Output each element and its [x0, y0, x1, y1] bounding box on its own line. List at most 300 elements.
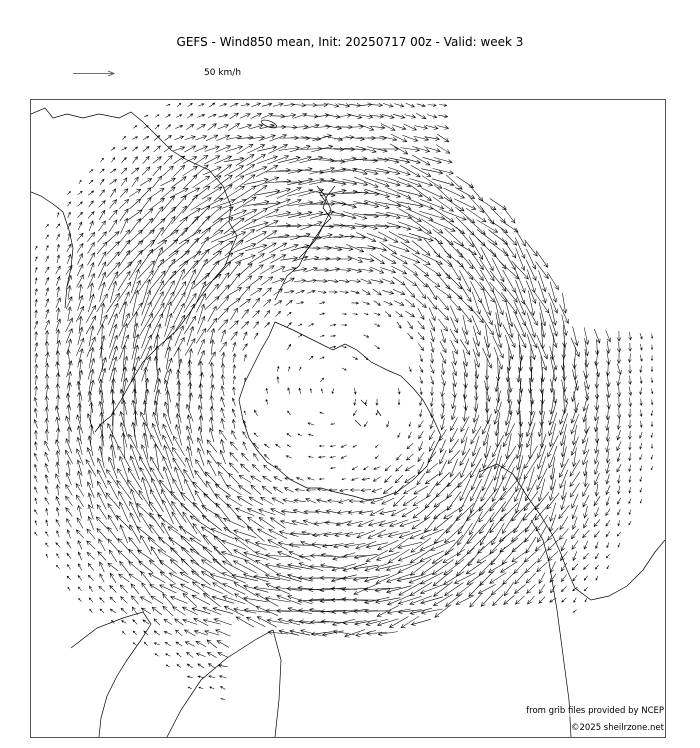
wind-arrow: [584, 541, 588, 549]
wind-arrow: [288, 411, 291, 415]
wind-arrow: [320, 357, 325, 359]
wind-arrow: [640, 421, 642, 428]
wind-arrow: [629, 420, 632, 428]
wind-arrow: [583, 530, 590, 538]
wind-arrow: [494, 445, 502, 469]
wind-arrow: [151, 314, 162, 337]
wind-arrow: [206, 284, 219, 300]
wind-arrow: [182, 607, 197, 615]
wind-arrow: [354, 388, 356, 394]
wind-arrow: [372, 103, 383, 107]
wind-arrow: [309, 434, 314, 436]
wind-arrow: [606, 429, 610, 442]
wind-arrow: [427, 115, 437, 119]
wind-arrow: [88, 563, 93, 570]
wind-arrow: [175, 125, 182, 128]
wind-arrow: [395, 475, 403, 483]
wind-arrow: [400, 165, 420, 177]
wind-arrow: [308, 423, 314, 425]
wind-arrow: [406, 103, 415, 107]
wind-arrow: [368, 530, 386, 539]
wind-arrow: [399, 583, 421, 595]
wind-arrow: [151, 596, 163, 604]
wind-arrow: [174, 303, 184, 324]
wind-arrow: [99, 446, 105, 468]
wind-arrow: [441, 375, 445, 386]
wind-arrow: [629, 487, 631, 493]
wind-arrow: [549, 293, 558, 313]
wind-arrow: [640, 344, 642, 350]
wind-arrow: [253, 322, 258, 329]
wind-arrow: [501, 229, 516, 246]
wind-arrow: [473, 349, 480, 368]
wind-arrow: [640, 443, 642, 449]
wind-arrow: [466, 503, 485, 520]
wind-arrow: [651, 455, 653, 459]
wind-arrow: [107, 293, 120, 312]
wind-arrow: [317, 499, 328, 503]
wind-arrow: [345, 543, 366, 548]
wind-arrow: [257, 146, 276, 152]
wind-arrow: [243, 432, 247, 439]
wind-arrow: [413, 506, 429, 518]
wind-arrow: [238, 276, 252, 287]
wind-arrow: [88, 212, 94, 219]
wind-arrow: [79, 180, 81, 184]
wind-arrow: [166, 665, 170, 667]
new-zealand-coastline: [299, 186, 331, 258]
wind-arrow: [377, 552, 400, 561]
wind-arrow: [439, 104, 447, 107]
wind-arrow: [34, 453, 37, 461]
wind-arrow: [35, 310, 38, 318]
wind-arrow: [294, 499, 306, 503]
wind-arrow: [218, 652, 228, 657]
wind-arrow: [277, 377, 279, 384]
wind-arrow: [320, 313, 325, 315]
wind-arrow: [56, 308, 60, 320]
wind-arrow: [188, 103, 193, 106]
wind-arrow: [205, 472, 219, 486]
wind-arrow: [162, 523, 174, 546]
wind-arrow: [163, 166, 174, 176]
wind-arrow: [426, 125, 438, 129]
wind-arrow: [57, 554, 60, 559]
wind-arrow: [301, 629, 322, 635]
wind-arrow: [218, 114, 227, 117]
wind-arrow: [504, 596, 515, 605]
wind-arrow: [78, 254, 83, 265]
wind-arrow: [209, 103, 215, 107]
wind-arrow: [461, 458, 470, 477]
wind-arrow: [162, 292, 174, 314]
wind-arrow: [133, 137, 138, 139]
wind-arrow: [476, 220, 497, 233]
wind-arrow: [484, 291, 492, 316]
wind-arrow: [76, 530, 83, 538]
wind-arrow: [45, 418, 49, 429]
wind-arrow: [379, 521, 397, 527]
wind-arrow: [617, 331, 621, 341]
wind-arrow: [122, 158, 127, 163]
wind-arrow: [461, 416, 469, 431]
wind-arrow: [651, 367, 653, 372]
wind-arrow: [87, 552, 95, 559]
wind-arrow: [450, 417, 457, 430]
wind-arrow: [100, 598, 105, 603]
wind-arrow: [98, 458, 107, 478]
wind-arrow: [481, 315, 494, 335]
wind-arrow: [119, 491, 130, 511]
wind-arrow: [45, 363, 49, 375]
wind-arrow: [456, 227, 473, 247]
wind-arrow: [331, 445, 336, 447]
wind-arrow: [628, 409, 631, 418]
wind-arrow: [463, 383, 467, 399]
wind-arrow: [234, 243, 256, 252]
wind-arrow: [281, 256, 298, 260]
wind-arrow: [233, 387, 236, 395]
wind-arrow: [463, 405, 467, 422]
wind-arrow: [45, 475, 48, 484]
wind-arrow: [457, 260, 473, 279]
wind-arrow: [67, 427, 71, 443]
wind-arrow: [165, 135, 172, 140]
wind-arrow: [99, 586, 105, 591]
wind-arrow: [493, 291, 503, 315]
wind-arrow: [56, 520, 60, 527]
wind-arrow: [77, 264, 83, 276]
wind-arrow: [184, 146, 195, 152]
wind-arrow: [56, 497, 60, 506]
wind-arrow: [221, 408, 225, 418]
wind-arrow: [203, 619, 220, 624]
wind-arrow: [230, 442, 237, 450]
wind-arrow: [186, 458, 194, 479]
wind-arrow: [67, 339, 72, 355]
wind-arrow: [138, 240, 155, 256]
wind-arrow: [420, 377, 423, 384]
wind-arrow: [362, 478, 370, 481]
wind-arrow: [184, 469, 197, 488]
wind-arrow: [358, 124, 374, 130]
wind-arrow: [138, 550, 155, 562]
wind-arrow: [203, 607, 221, 615]
wind-arrow: [186, 124, 193, 129]
wind-arrow: [606, 330, 611, 342]
wind-arrow: [583, 404, 589, 422]
wind-arrow: [78, 191, 82, 194]
wind-arrow: [452, 384, 456, 397]
wind-arrow: [245, 186, 267, 201]
wind-arrow: [595, 507, 599, 516]
wind-arrow: [45, 407, 49, 419]
wind-arrow: [378, 632, 398, 636]
wind-arrow: [451, 406, 456, 419]
wind-arrow: [76, 484, 84, 497]
wind-arrow: [421, 169, 443, 175]
wind-arrow: [373, 477, 380, 481]
wind-arrow: [133, 620, 137, 625]
wind-arrow: [429, 430, 434, 439]
wind-arrow: [166, 115, 171, 118]
wind-arrow: [629, 453, 632, 460]
wind-arrow: [183, 157, 197, 164]
wind-arrow: [516, 596, 525, 604]
wind-arrow: [89, 170, 93, 173]
wind-arrow: [290, 532, 309, 536]
wind-arrow: [432, 208, 454, 222]
wind-arrow: [617, 386, 621, 397]
wind-arrow: [428, 452, 436, 462]
wind-arrow: [499, 261, 518, 279]
wind-arrow: [375, 456, 378, 459]
wind-arrow: [539, 584, 545, 593]
wind-arrow: [430, 408, 433, 417]
wind-arrow: [100, 562, 105, 572]
wind-arrow: [88, 191, 93, 195]
wind-arrow: [170, 261, 188, 280]
wind-arrow: [584, 506, 588, 518]
wind-arrow: [76, 306, 84, 321]
wind-arrow: [247, 155, 266, 166]
wind-arrow: [56, 474, 61, 484]
wind-arrow: [387, 199, 411, 210]
wind-arrow: [390, 520, 409, 527]
wind-arrow: [118, 550, 130, 561]
wind-arrow: [151, 281, 164, 303]
wind-arrow: [503, 467, 514, 491]
wind-arrow: [99, 201, 106, 208]
wind-arrow: [76, 338, 84, 356]
wind-arrow: [287, 178, 312, 185]
wind-arrow: [547, 493, 559, 509]
wind-arrow: [97, 528, 107, 539]
wind-arrow: [354, 177, 378, 188]
wind-arrow: [305, 103, 317, 107]
wind-arrow: [413, 264, 428, 276]
wind-arrow: [99, 539, 106, 551]
wind-arrow: [221, 551, 246, 560]
wind-arrow: [401, 242, 420, 254]
wind-arrow: [198, 664, 204, 668]
wind-arrow: [371, 280, 383, 284]
wind-arrow: [302, 531, 320, 536]
wind-arrow: [89, 586, 92, 592]
wind-arrow: [270, 134, 287, 141]
wind-arrow: [387, 586, 412, 594]
wind-arrow: [46, 520, 48, 526]
wind-arrow: [470, 479, 481, 501]
wind-arrow: [254, 410, 257, 416]
wind-arrow: [34, 420, 38, 429]
wind-arrow: [617, 342, 621, 352]
wind-arrow: [560, 424, 566, 446]
wind-arrow: [606, 520, 610, 526]
wind-arrow: [266, 388, 268, 393]
wind-arrow: [186, 404, 193, 421]
wind-arrow: [142, 583, 151, 595]
wind-arrow: [617, 397, 621, 408]
wind-arrow: [209, 676, 215, 678]
wind-arrow: [382, 498, 395, 504]
wind-arrow: [118, 230, 129, 244]
wind-arrow: [393, 114, 405, 118]
wind-arrow: [164, 631, 172, 634]
wind-arrow: [357, 530, 375, 538]
wind-arrow: [110, 180, 117, 185]
wind-arrow: [129, 199, 140, 209]
wind-arrow: [398, 551, 421, 561]
wind-arrow: [320, 412, 324, 414]
wind-arrow: [651, 356, 653, 361]
wind-arrow: [629, 387, 632, 396]
wind-arrow: [385, 476, 392, 483]
wind-arrow: [559, 459, 568, 478]
wind-arrow: [142, 357, 151, 382]
wind-arrow: [89, 201, 94, 207]
wind-arrow: [527, 313, 536, 338]
wind-arrow: [607, 542, 609, 547]
wind-arrow: [231, 308, 238, 320]
wind-arrow: [388, 167, 410, 175]
wind-arrow: [294, 279, 305, 283]
wind-arrow: [162, 326, 174, 347]
wind-arrow: [306, 488, 315, 491]
wind-arrow: [257, 156, 278, 164]
wind-arrow: [446, 273, 462, 289]
wind-arrow: [421, 188, 443, 199]
wind-arrow: [251, 476, 262, 482]
wind-arrow: [236, 508, 255, 516]
wind-arrow: [230, 452, 238, 461]
wind-arrow: [316, 103, 328, 107]
wind-arrow: [35, 321, 38, 329]
wind-arrow: [617, 353, 621, 364]
wind-arrow: [433, 169, 454, 175]
wind-arrow: [68, 212, 71, 218]
wind-arrow: [45, 396, 49, 408]
wind-arrow: [66, 496, 73, 506]
wind-arrow: [261, 497, 274, 504]
wind-arrow: [414, 486, 428, 494]
wind-arrow: [257, 231, 276, 244]
wind-arrow: [45, 429, 49, 440]
wind-arrow: [640, 366, 642, 373]
wind-arrow: [287, 344, 290, 349]
wind-arrow: [132, 177, 139, 187]
wind-arrow: [258, 243, 276, 253]
wind-arrow: [396, 465, 403, 471]
wind-arrow: [651, 411, 653, 416]
wind-arrow: [629, 442, 632, 450]
wind-arrow: [208, 114, 216, 118]
wind-arrow: [199, 416, 203, 432]
wind-arrow: [132, 147, 137, 151]
wind-arrow: [197, 124, 206, 129]
wind-arrow: [230, 321, 239, 330]
wind-arrow: [56, 224, 60, 228]
wind-arrow: [425, 474, 438, 484]
wind-arrow: [152, 176, 161, 188]
wind-arrow: [651, 388, 653, 393]
wind-arrow: [419, 441, 423, 450]
wind-arrow: [174, 136, 183, 140]
wind-arrow: [190, 549, 212, 563]
wind-arrow: [288, 367, 290, 371]
wind-arrow: [430, 353, 434, 363]
wind-arrow: [572, 564, 578, 570]
wind-arrow: [412, 146, 429, 152]
wind-arrow: [464, 372, 468, 388]
wind-arrow: [57, 213, 59, 218]
wind-arrow: [223, 596, 245, 604]
wind-arrow: [118, 538, 130, 551]
wind-arrow: [188, 382, 192, 400]
wind-arrow: [318, 488, 327, 491]
wind-arrow: [326, 115, 340, 119]
wind-arrow: [246, 232, 267, 243]
wind-arrow: [210, 406, 214, 419]
wind-arrow: [79, 316, 83, 334]
wind-arrow: [504, 582, 513, 595]
wind-arrow: [35, 267, 37, 272]
wind-arrow: [456, 558, 473, 576]
wind-arrow: [57, 244, 60, 251]
australia-south-coastline: [167, 630, 281, 737]
wind-arrow: [470, 489, 481, 512]
wind-arrow: [307, 290, 315, 293]
wind-arrow: [252, 103, 261, 107]
wind-arrow: [350, 488, 359, 491]
wind-arrow: [527, 335, 535, 360]
wind-arrow: [244, 222, 268, 230]
wind-arrow: [210, 374, 214, 387]
wind-arrow: [364, 466, 369, 469]
wind-arrow: [470, 593, 483, 607]
wind-arrow: [276, 444, 281, 447]
wind-arrow: [247, 508, 264, 515]
wind-arrow: [198, 104, 204, 107]
wind-arrow: [330, 346, 335, 348]
wind-arrow: [427, 483, 437, 498]
wind-arrow: [527, 585, 536, 594]
wind-arrow: [444, 572, 465, 585]
wind-arrow: [168, 527, 190, 542]
wind-arrow: [142, 167, 150, 175]
wind-arrow: [420, 388, 422, 395]
wind-arrow: [419, 421, 424, 428]
wind-arrow: [287, 312, 291, 315]
wind-arrow: [78, 587, 81, 591]
wind-arrow: [66, 297, 72, 310]
wind-arrow: [237, 136, 253, 140]
wind-arrow: [421, 230, 442, 244]
wind-arrow: [350, 279, 361, 283]
wind-arrow: [401, 616, 419, 628]
wind-arrow: [371, 499, 383, 504]
wind-arrow: [378, 540, 399, 550]
wind-arrow: [87, 529, 95, 539]
wind-arrow: [119, 574, 130, 582]
wind-arrow: [264, 311, 269, 318]
wind-arrow: [456, 596, 474, 605]
wind-arrow: [312, 543, 333, 547]
wind-arrow: [88, 470, 93, 488]
wind-arrow: [460, 490, 471, 512]
wind-arrow: [450, 306, 458, 323]
wind-arrow: [45, 341, 49, 352]
